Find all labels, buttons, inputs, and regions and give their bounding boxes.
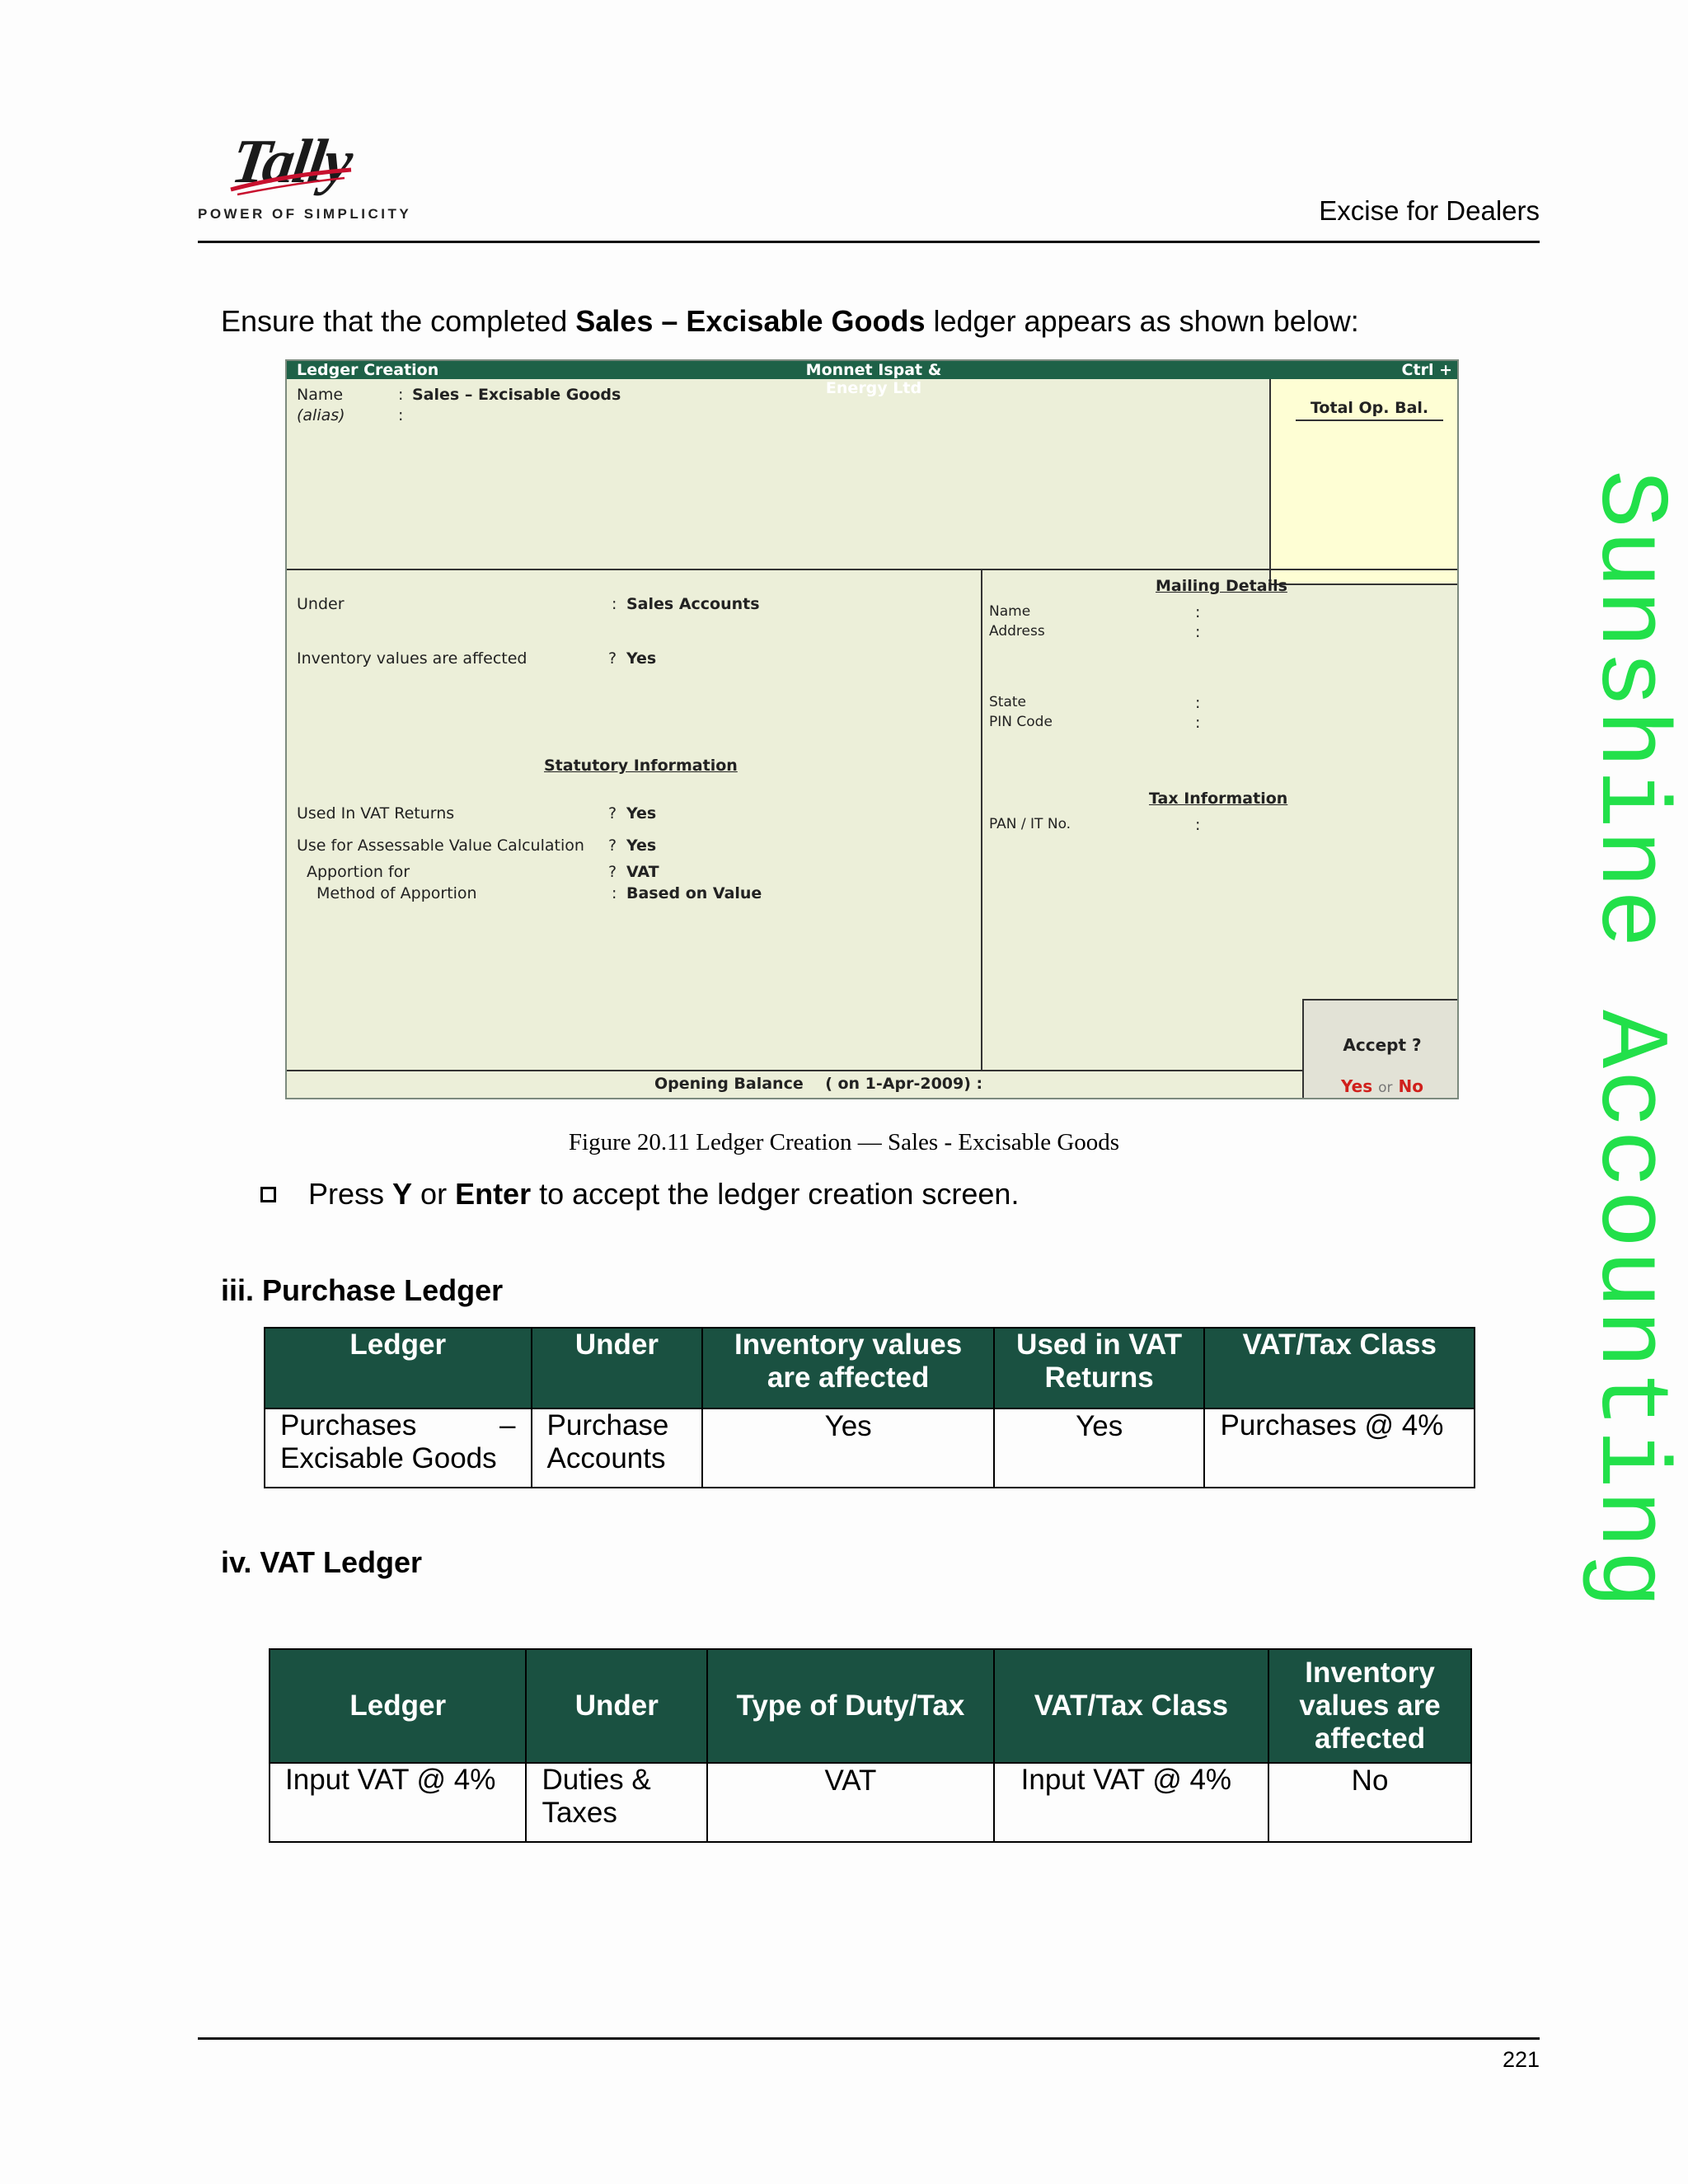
col-ledger: Ledger [270, 1649, 526, 1763]
cell-vat-class: Purchases @ 4% [1204, 1408, 1475, 1488]
bullet-text: or [412, 1177, 456, 1211]
ctrl-indicator: Ctrl + [1401, 361, 1452, 379]
bullet-text: to accept the ledger creation screen. [531, 1177, 1020, 1211]
col-inventory: Inventory values are affected [1268, 1649, 1471, 1763]
alias-label: (alias) [297, 406, 345, 424]
company-name: Monnet Ispat & Energy Ltd [805, 361, 942, 397]
under-colon: : [612, 595, 617, 613]
col-vat-returns: Used in VAT Returns [994, 1328, 1205, 1408]
table-row [270, 1763, 1471, 1842]
table-header-row [265, 1328, 1475, 1408]
vat-ledger-heading: iv. VAT Ledger [221, 1545, 423, 1579]
total-op-bal-panel [1269, 379, 1459, 585]
header-rule [198, 241, 1540, 243]
col-under: Under [526, 1649, 707, 1763]
page-number: 221 [1502, 2047, 1540, 2072]
total-op-bal-label: Total Op. Bal. [1296, 399, 1443, 421]
mail-pin-colon[interactable]: : [1195, 714, 1201, 732]
cell-vat-returns: Yes [994, 1408, 1205, 1488]
mail-state-colon[interactable]: : [1195, 694, 1201, 712]
bullet-key-enter: Enter [455, 1177, 532, 1211]
pan-colon[interactable]: : [1195, 816, 1201, 834]
accept-no[interactable]: No [1398, 1076, 1423, 1096]
name-colon: : [398, 386, 404, 404]
mail-address-colon[interactable]: : [1195, 623, 1201, 641]
vat-ledger-table [269, 1648, 1472, 1843]
tally-logo: Tally [227, 127, 356, 196]
opening-balance-label[interactable]: Opening Balance ( on 1-Apr-2009) : [654, 1075, 983, 1093]
col-vat-class: VAT/Tax Class [994, 1649, 1268, 1763]
mail-pin-label: PIN Code [989, 714, 1053, 730]
cell-inventory: Yes [702, 1408, 993, 1488]
accept-options [1304, 1076, 1459, 1096]
col-duty-type: Type of Duty/Tax [707, 1649, 993, 1763]
cell-duty-type: VAT [707, 1763, 993, 1842]
method-field[interactable]: Based on Value [626, 884, 762, 902]
purchase-ledger-heading: iii. Purchase Ledger [221, 1273, 504, 1307]
col-under: Under [532, 1328, 703, 1408]
figure-caption: Figure 20.11 Ledger Creation — Sales - Excisable Goods [568, 1129, 1120, 1155]
opening-balance-divider [287, 1070, 1302, 1071]
apportion-field[interactable]: VAT [626, 863, 659, 881]
vat-returns-field[interactable]: Yes [626, 804, 657, 823]
mail-address-label: Address [989, 623, 1045, 640]
method-label: Method of Apportion [316, 884, 477, 902]
mail-name-colon[interactable]: : [1195, 603, 1201, 621]
accept-yes[interactable]: Yes [1341, 1076, 1373, 1096]
accept-or: or [1378, 1080, 1393, 1096]
apportion-label: Apportion for [307, 863, 410, 881]
footer-rule [198, 2037, 1540, 2040]
inventory-field[interactable]: Yes [626, 649, 657, 668]
name-field[interactable]: Sales – Excisable Goods [412, 386, 621, 404]
cell-under: Duties & Taxes [526, 1763, 707, 1842]
screen-column-divider [981, 569, 982, 1070]
statutory-heading: Statutory Information [544, 757, 738, 775]
col-vat-class: VAT/Tax Class [1204, 1328, 1475, 1408]
bullet-square-icon [260, 1187, 276, 1202]
vat-returns-label: Used In VAT Returns [297, 804, 455, 823]
cell-ledger: Input VAT @ 4% [270, 1763, 526, 1842]
alias-colon: : [398, 406, 404, 424]
cell-inventory: No [1268, 1763, 1471, 1842]
chapter-title: Excise for Dealers [1319, 195, 1540, 226]
mailing-heading: Mailing Details [1156, 577, 1287, 595]
assessable-field[interactable]: Yes [626, 837, 657, 855]
screen-title: Ledger Creation [297, 361, 439, 379]
cell-under: Purchase Accounts [532, 1408, 703, 1488]
watermark: Sunshine Accounting [1573, 470, 1683, 1610]
purchase-ledger-table [264, 1327, 1475, 1488]
under-field[interactable]: Sales Accounts [626, 595, 760, 613]
accept-question: Accept ? [1343, 1035, 1422, 1055]
vat-returns-question: ? [608, 804, 617, 823]
intro-paragraph [221, 304, 1359, 339]
bullet-instruction [308, 1177, 1019, 1212]
ledger-creation-screen [285, 359, 1459, 1099]
inventory-label: Inventory values are affected [297, 649, 528, 668]
apportion-question: ? [608, 863, 617, 881]
bullet-key-y: Y [392, 1177, 413, 1211]
bullet-text: Press [308, 1177, 393, 1211]
cell-ledger: Purchases – Excisable Goods [265, 1408, 532, 1488]
screen-divider [287, 569, 1459, 570]
name-label: Name [297, 386, 344, 404]
intro-ledger-name: Sales – Excisable Goods [575, 304, 926, 338]
logo-tagline: POWER OF SIMPLICITY [198, 206, 412, 222]
tax-info-heading: Tax Information [1149, 790, 1288, 808]
assessable-label: Use for Assessable Value Calculation [297, 837, 584, 855]
assessable-question: ? [608, 837, 617, 855]
intro-text: Ensure that the completed [221, 304, 576, 338]
col-inventory: Inventory values are affected [702, 1328, 993, 1408]
under-label: Under [297, 595, 345, 613]
table-header-row [270, 1649, 1471, 1763]
method-colon: : [612, 884, 617, 902]
mail-name-label: Name [989, 603, 1031, 620]
inventory-question: ? [608, 649, 617, 668]
accept-dialog [1302, 999, 1459, 1099]
intro-text-end: ledger appears as shown below: [925, 304, 1359, 338]
pan-label: PAN / IT No. [989, 816, 1071, 832]
cell-vat-class: Input VAT @ 4% [994, 1763, 1268, 1842]
col-ledger: Ledger [265, 1328, 532, 1408]
table-row [265, 1408, 1475, 1488]
logo-swoosh-icon [229, 165, 353, 198]
mail-state-label: State [989, 694, 1026, 710]
